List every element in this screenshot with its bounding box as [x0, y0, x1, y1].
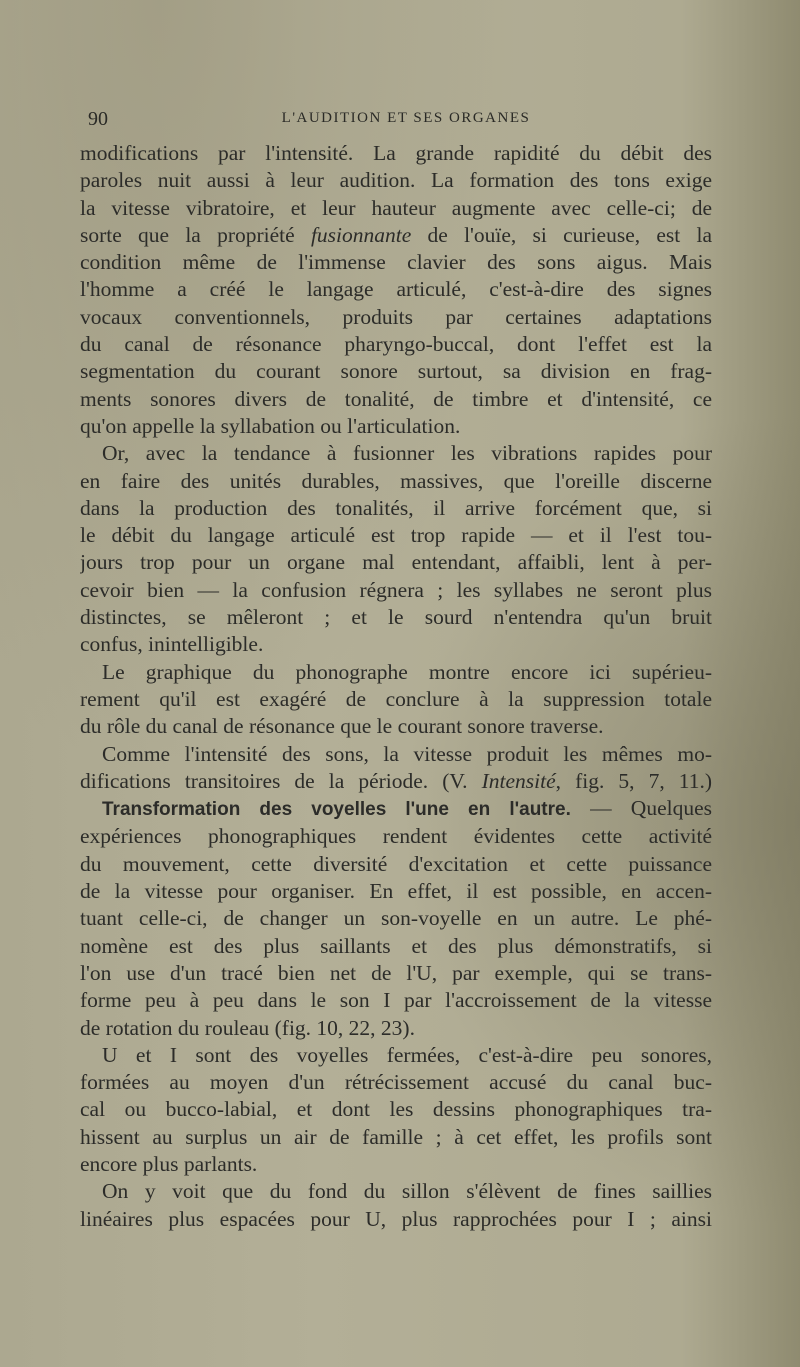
section-heading-line — [80, 795, 712, 823]
text-line: jours trop pour un organe mal entendant, affaibli, lent à per- — [80, 550, 712, 575]
text-line: du canal de résonance pharyngo-buccal, dont l'effet est la — [80, 332, 712, 357]
text-run: sorte que la propriété — [80, 222, 295, 247]
text-run: de l'ouïe, si curieuse, est la — [427, 222, 712, 247]
text-line: la vitesse vibratoire, et leur hauteur augmente avec celle-ci; de — [80, 195, 712, 220]
text-line: hissent au surplus un air de famille ; à cet effet, les profils sont — [80, 1124, 712, 1149]
text-line: nomène est des plus saillants et des plus démonstratifs, si — [80, 933, 712, 958]
text-line: formées au moyen d'un rétrécissement accusé du canal buc- — [80, 1070, 712, 1095]
text-line: paroles nuit aussi à leur audition. La formation des tons exige — [80, 168, 712, 193]
running-head: L'AUDITION ET SES ORGANES — [281, 110, 531, 126]
section-heading: Transformation des voyelles l'une en l'autre. — [102, 799, 571, 821]
text-run: — Quelques — [570, 796, 712, 821]
text-line: U et I sont des voyelles fermées, c'est-à-dire peu sonores, — [102, 1042, 712, 1067]
text-line: Le graphique du phonographe montre encore ici supérieu- — [102, 659, 712, 684]
text-line: en faire des unités durables, massives, que l'oreille discerne — [80, 468, 712, 493]
body-text — [80, 140, 712, 1233]
text-line: forme peu à peu dans le son I par l'accroissement de la vitesse — [80, 988, 712, 1013]
page-header — [76, 108, 736, 132]
text-line: l'on use d'un tracé bien net de l'U, par exemple, qui se trans- — [80, 960, 712, 985]
text-line: dans la production des tonalités, il arrive forcément que, si — [80, 495, 712, 520]
page-number: 90 — [88, 108, 108, 130]
text-line: le débit du langage articulé est trop rapide — et il l'est tou- — [80, 523, 712, 548]
text-line: du mouvement, cette diversité d'excitation et cette puissance — [80, 851, 712, 876]
text-line: l'homme a créé le langage articulé, c'est-à-dire des signes — [80, 277, 712, 302]
text-line: Or, avec la tendance à fusionner les vibrations rapides pour — [102, 441, 712, 466]
text-line: cal ou bucco-labial, et dont les dessins phonographiques tra- — [80, 1097, 712, 1122]
text-line: On y voit que du fond du sillon s'élèvent de fines saillies — [102, 1179, 712, 1204]
text-line: linéaires plus espacées pour U, plus rapprochées pour I ; ainsi — [80, 1206, 712, 1231]
text-line — [80, 768, 712, 795]
text-line: de rotation du rouleau (fig. 10, 22, 23). — [80, 1015, 415, 1040]
text-line: modifications par l'intensité. La grande rapidité du débit des — [80, 141, 712, 165]
text-run: difications transitoires de la période. (V. — [80, 768, 468, 793]
text-line: segmentation du courant sonore surtout, sa division en frag- — [80, 359, 712, 384]
text-line: de la vitesse pour organiser. En effet, il est possible, en accen- — [80, 879, 712, 904]
text-run: , fig. 5, 7, 11.) — [555, 768, 712, 793]
text-line: rement qu'il est exagéré de conclure à la suppression totale — [80, 686, 712, 711]
italic-term: Intensité — [481, 768, 556, 793]
text-line: expériences phonographiques rendent évidentes cette activité — [80, 824, 712, 849]
text-line: distinctes, se mêleront ; et le sourd n'entendra qu'un bruit — [80, 605, 712, 630]
text-line: tuant celle-ci, de changer un son-voyelle en un autre. Le phé- — [80, 906, 712, 931]
text-line: condition même de l'immense clavier des sons aigus. Mais — [80, 250, 712, 275]
italic-term: fusionnante — [310, 222, 412, 247]
text-line: vocaux conventionnels, produits par certaines adaptations — [80, 304, 712, 329]
text-line: cevoir bien — la confusion régnera ; les syllabes ne seront plus — [80, 577, 712, 602]
text-line: confus, inintelligible. — [80, 632, 264, 657]
text-line: ments sonores divers de tonalité, de timbre et d'intensité, ce — [80, 386, 712, 411]
text-line: encore plus parlants. — [80, 1151, 258, 1176]
text-line: Comme l'intensité des sons, la vitesse produit les mêmes mo- — [102, 741, 712, 766]
text-line: du rôle du canal de résonance que le courant sonore traverse. — [80, 714, 604, 739]
text-line — [80, 222, 712, 249]
text-line: qu'on appelle la syllabation ou l'articulation. — [80, 413, 461, 438]
